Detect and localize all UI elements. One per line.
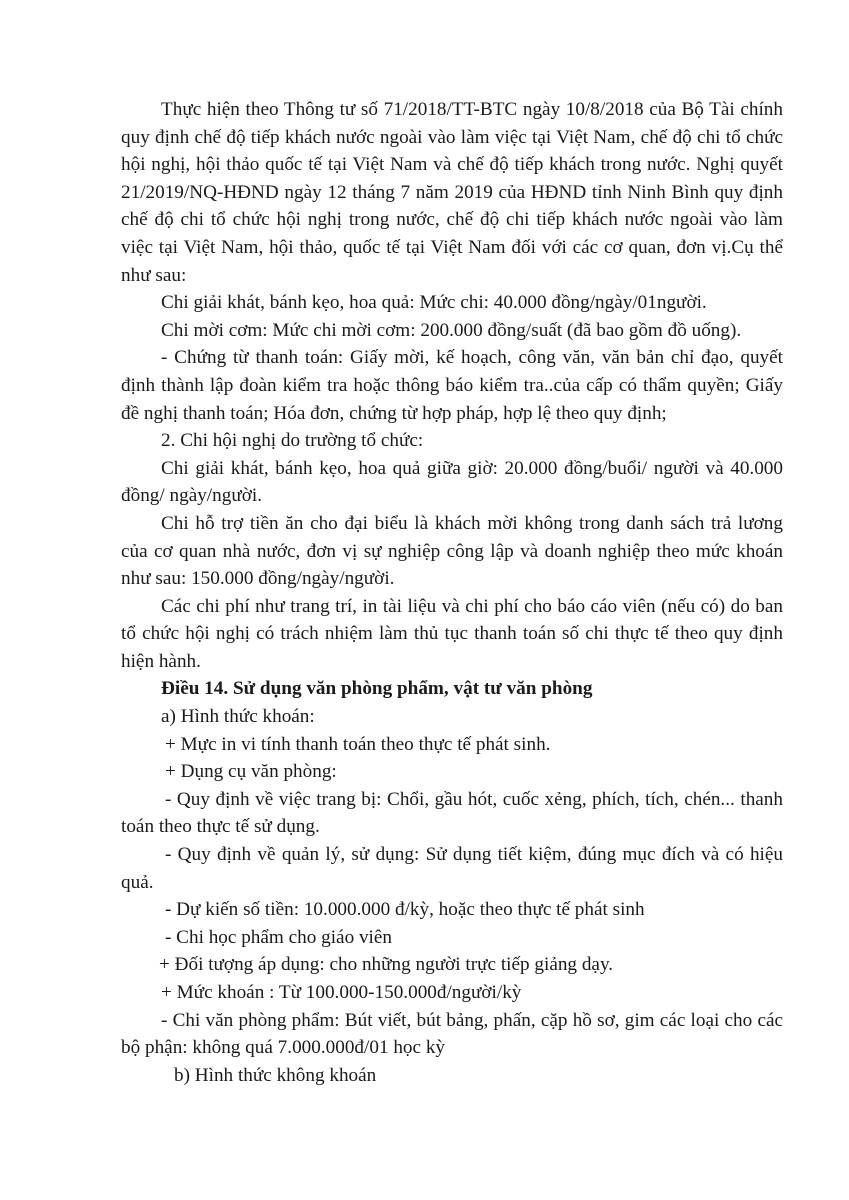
paragraph-refreshments-rate: Chi giải khát, bánh kẹo, hoa quả: Mức chi: 40.000 đồng/ngày/01người. <box>161 292 707 314</box>
paragraph-office-tools: + Dụng cụ văn phòng: <box>165 761 337 783</box>
paragraph-printer-ink: + Mực in vi tính thanh toán theo thực tế phát sinh. <box>165 733 551 755</box>
paragraph-equipment-rules: - Quy định về việc trang bị: Chổi, gầu hót, cuốc xẻng, phích, tích, chén... thanh toán theo thực tế sử dụng. <box>121 788 783 838</box>
paragraph-conference-refreshments: Chi giải khát, bánh kẹo, hoa quả giữa giờ: 20.000 đồng/buổi/ người và 40.000 đồng/ ngày/người. <box>121 457 783 507</box>
paragraph-legal-basis: Thực hiện theo Thông tư số 71/2018/TT-BTC ngày 10/8/2018 của Bộ Tài chính quy định chế độ tiếp khách nước ngoài vào làm việc tại Việt Nam, chế độ chi tổ chức hội nghị, hội thảo quốc tế tại Việt Nam và chế độ tiếp khách trong nước. Nghị quyết 21/2019/NQ-HĐND ngày 12 tháng 7 năm 2019 của HĐND tỉnh Ninh Bình quy định chế độ chi tổ chức hội nghị trong nước, chế độ chi tiếp khách nước ngoài vào làm việc tại Việt Nam, hội thảo, quốc tế tại Việt Nam đối với các cơ quan, đơn vị.Cụ thể như sau: <box>121 99 783 286</box>
paragraph-estimated-amount: - Dự kiến số tiền: 10.000.000 đ/kỳ, hoặc theo thực tế phát sinh <box>165 899 645 921</box>
paragraph-stationery: - Chi văn phòng phẩm: Bút viết, bút bảng, phấn, cặp hồ sơ, gim các loại cho các bộ phận: không quá 7.000.000đ/01 học kỳ <box>121 1009 783 1059</box>
paragraph-management-rules: - Quy định về quản lý, sử dụng: Sử dụng tiết kiệm, đúng mục đích và có hiệu quả. <box>121 844 783 893</box>
paragraph-lump-sum-rate: + Mức khoán : Từ 100.000-150.000đ/người/kỳ <box>161 982 522 1003</box>
paragraph-meal-rate: Chi mời cơm: Mức chi mời cơm: 200.000 đồng/suất (đã bao gồm đồ uống). <box>161 319 742 341</box>
paragraph-non-lump-sum-form: b) Hình thức không khoán <box>174 1064 377 1086</box>
paragraph-school-conference: 2. Chi hội nghị do trường tổ chức: <box>161 430 424 452</box>
article-14-heading: Điều 14. Sử dụng văn phòng phẩm, vật tư văn phòng <box>161 678 593 700</box>
paragraph-payment-documents: - Chứng từ thanh toán: Giấy mời, kế hoạch, công văn, văn bản chỉ đạo, quyết định thành lập đoàn kiểm tra hoặc thông báo kiểm tra..của cấp có thẩm quyền; Giấy đề nghị thanh toán; Hóa đơn, chứng từ hợp pháp, hợp lệ theo quy định; <box>121 347 783 424</box>
paragraph-other-costs: Các chi phí như trang trí, in tài liệu và chi phí cho báo cáo viên (nếu có) do ban tổ chức hội nghị có trách nhiệm làm thủ tục thanh toán số chi thực tế theo quy định hiện hành. <box>121 595 783 672</box>
paragraph-teacher-supplies: - Chi học phẩm cho giáo viên <box>165 926 392 948</box>
paragraph-target-group: + Đối tượng áp dụng: cho những người trực tiếp giảng dạy. <box>159 954 614 976</box>
paragraph-lump-sum-form: a) Hình thức khoán: <box>161 706 315 728</box>
paragraph-meal-allowance: Chi hỗ trợ tiền ăn cho đại biểu là khách mời không trong danh sách trả lương của cơ quan nhà nước, đơn vị sự nghiệp công lập và doanh nghiệp theo mức khoán như sau: 150.000 đồng/ngày/người. <box>121 512 783 590</box>
document-page <box>121 96 783 1089</box>
